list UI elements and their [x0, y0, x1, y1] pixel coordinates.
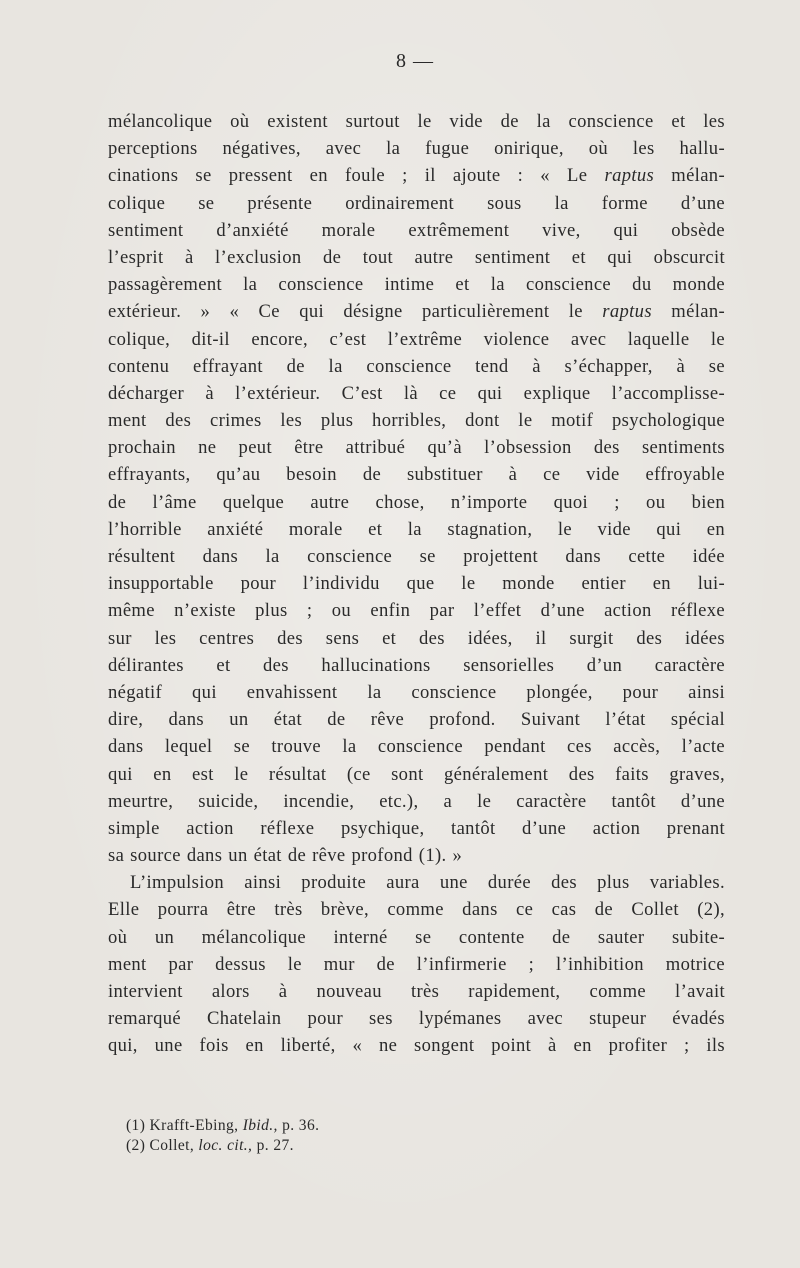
text-line: ment par dessus le mur de l’infirmerie ; l’inhibition motrice — [108, 953, 725, 975]
text-line: sa source dans un état de rêve profond (1). » — [108, 845, 463, 867]
text-line: qui en est le résultat (ce sont généralement des faits graves, — [108, 763, 725, 785]
text-line: colique, dit-il encore, c’est l’extrême violence avec laquelle le — [108, 328, 725, 350]
text-line: simple action réflexe psychique, tantôt d’une action prenant — [108, 817, 725, 839]
text-line: Elle pourra être très brève, comme dans ce cas de Collet (2), — [108, 899, 725, 921]
italic-term: raptus — [602, 301, 652, 323]
text-line: contenu effrayant de la conscience tend à s’échapper, à se — [108, 355, 725, 377]
footnote-2: (2) Collet, loc. cit., p. 27. — [126, 1137, 294, 1154]
text-line: délirantes et des hallucinations sensorielles d’un caractère — [108, 654, 725, 676]
text-line: de l’âme quelque autre chose, n’importe quoi ; ou bien — [108, 491, 725, 513]
text-line: sur les centres des sens et des idées, il surgit des idées — [108, 627, 725, 649]
text-line: résultent dans la conscience se projettent dans cette idée — [108, 546, 725, 567]
text-line: remarqué Chatelain pour ses lypémanes avec stupeur évadés — [108, 1008, 725, 1030]
text-line: dire, dans un état de rêve profond. Suivant l’état spécial — [108, 709, 725, 731]
text-line: où un mélancolique interné se contente de sauter subite- — [108, 926, 725, 948]
italic-term: raptus — [604, 165, 655, 187]
text-line: effrayants, qu’au besoin de substituer à ce vide effroyable — [108, 464, 725, 486]
text-line: dans lequel se trouve la conscience pendant ces accès, l’acte — [108, 736, 725, 758]
text-line: décharger à l’extérieur. C’est là ce qui explique l’accomplisse- — [108, 382, 725, 404]
text-line: qui, une fois en liberté, « ne songent point à en profiter ; ils — [108, 1035, 725, 1057]
text-line: mélancolique où existent surtout le vide de la conscience et les — [108, 111, 725, 132]
text-line: intervient alors à nouveau très rapidement, comme l’avait — [108, 981, 725, 1002]
text-line: colique se présente ordinairement sous la forme d’une — [108, 192, 725, 214]
text-line: prochain ne peut être attribué qu’à l’obsession des sentiments — [108, 437, 725, 459]
text-line: sentiment d’anxiété morale extrêmement vive, qui obsède — [108, 219, 725, 241]
main-text — [108, 108, 725, 1060]
text-line: l’horrible anxiété morale et la stagnation, le vide qui en — [108, 518, 725, 540]
footnote-1: (1) Krafft-Ebing, Ibid., p. 36. — [126, 1117, 320, 1134]
text-line: extérieur. » « Ce qui désigne particulièrement le raptus mélan- — [108, 301, 726, 323]
page-number: 8 — — [396, 50, 434, 72]
text-line: passagèrement la conscience intime et la conscience du monde — [108, 274, 725, 296]
text-line: cinations se pressent en foule ; il ajoute : « Le raptus mélan- — [108, 165, 725, 187]
text-line: négatif qui envahissent la conscience plongée, pour ainsi — [108, 681, 725, 703]
text-line: ment des crimes les plus horribles, dont le motif psychologique — [108, 410, 725, 432]
text-line: L’impulsion ainsi produite aura une durée des plus variables. — [130, 872, 725, 894]
text-line: insupportable pour l’individu que le monde entier en lui- — [108, 573, 725, 595]
text-line: même n’existe plus ; ou enfin par l’effet d’une action réflexe — [108, 600, 725, 622]
text-line: meurtre, suicide, incendie, etc.), a le caractère tantôt d’une — [108, 790, 725, 812]
text-line: l’esprit à l’exclusion de tout autre sentiment et qui obscurcit — [108, 246, 725, 268]
text-line: perceptions négatives, avec la fugue onirique, où les hallu- — [108, 138, 725, 160]
